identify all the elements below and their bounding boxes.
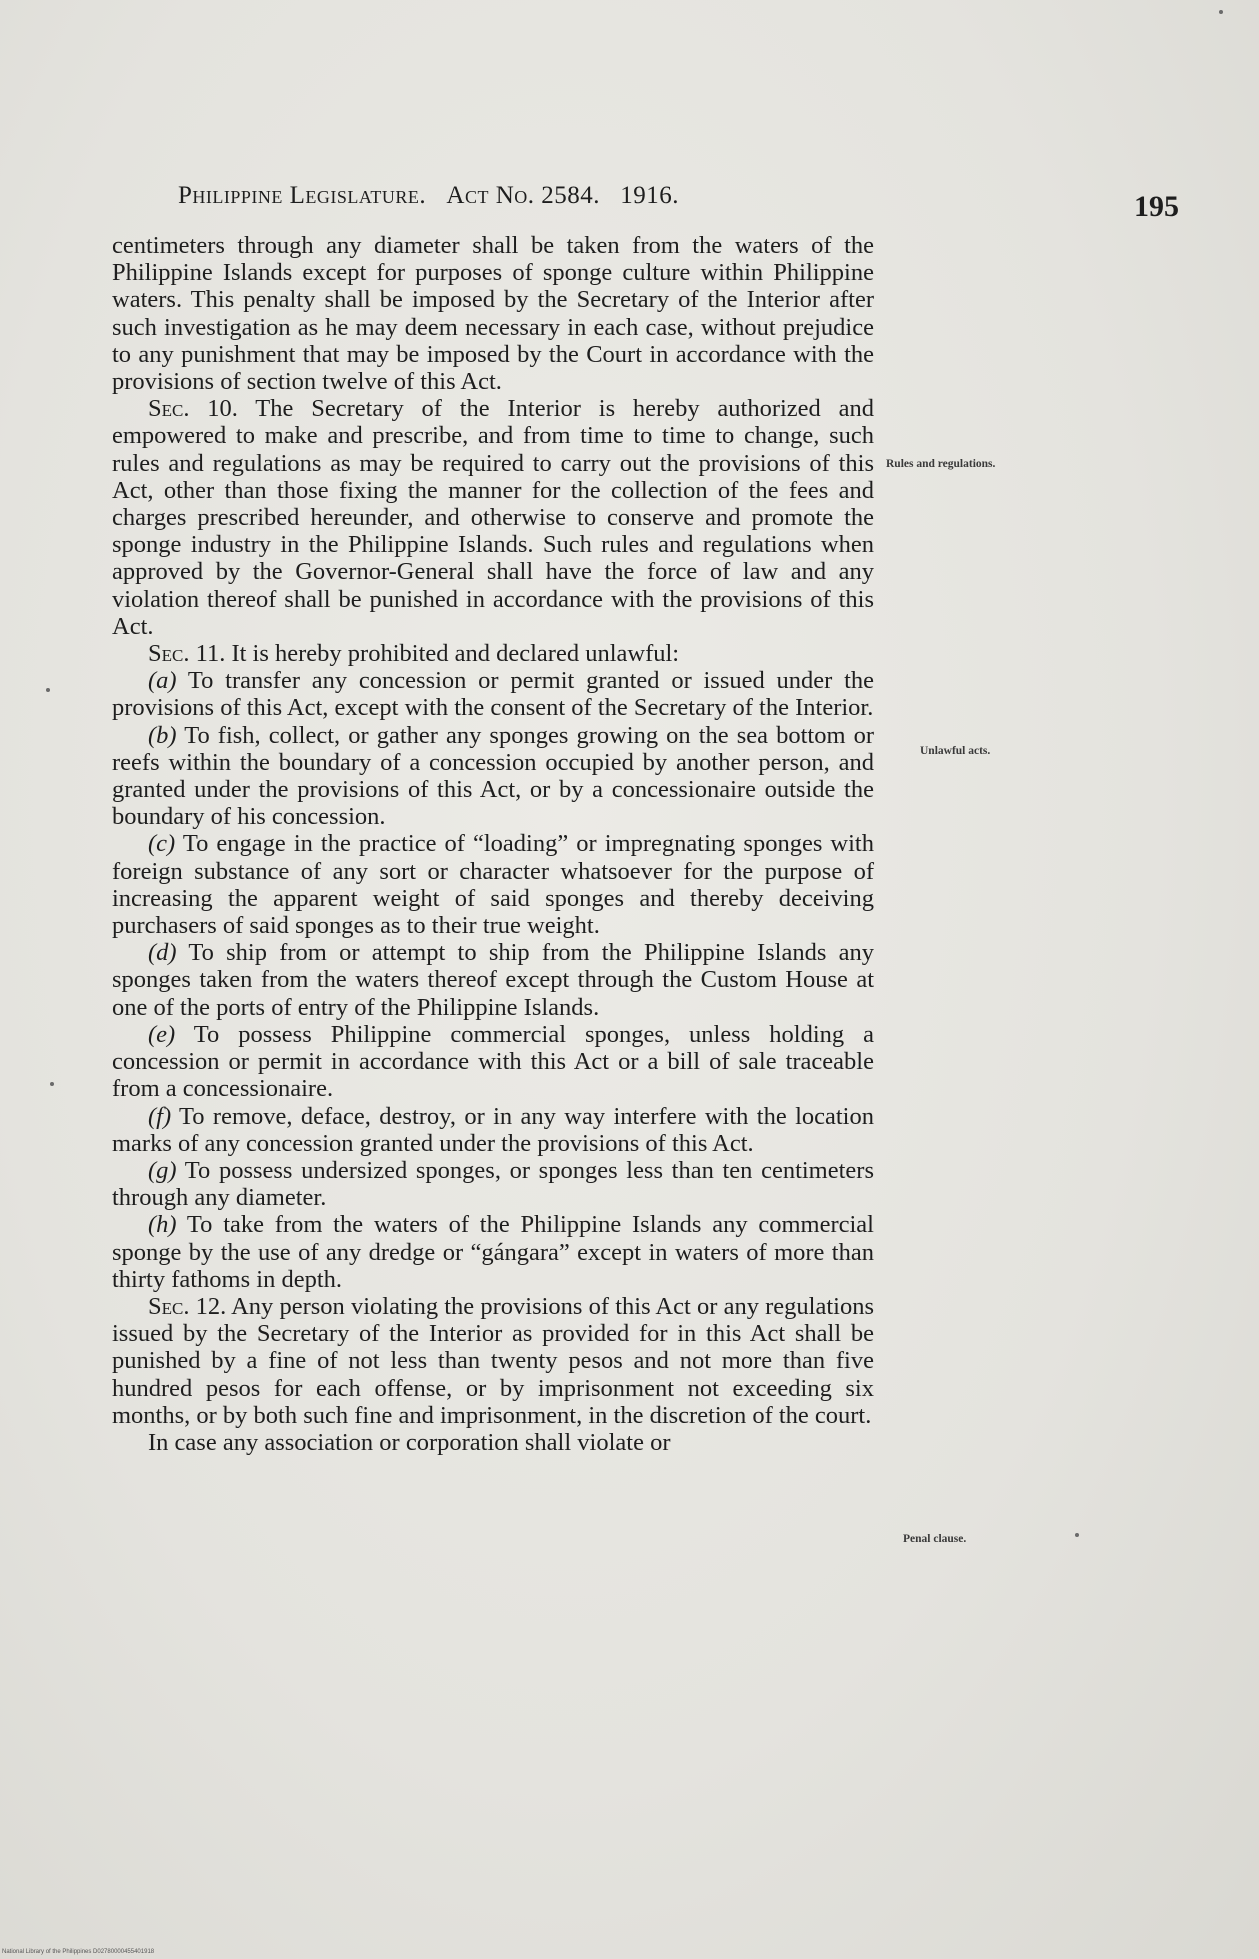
section-number: Sec. 11. [148,640,226,668]
clause-c: (c) To engage in the practice of “loading” or impregnating sponges with foreign substance of any sort or character whatsoever for the purpose of increasing the apparent weight of said sponges and thereby deceiving purchasers of said sponges as to their true weight. [112,830,874,940]
clause-h: (h) To take from the waters of the Philippine Islands any commercial sponge by the use of any dredge or “gángara” except in waters of more than thirty fathoms in depth. [112,1211,874,1293]
margin-note-unlawful: Unlawful acts. [920,745,991,757]
running-title: Philippine Legislature. [178,182,427,209]
clause-g: (g) To possess undersized sponges, or sponges less than ten centimeters through any diameter. [112,1156,874,1212]
margin-note-penal: Penal clause. [903,1533,967,1545]
scan-speck [50,1082,54,1086]
year: 1916. [620,182,680,209]
paragraph: centimeters through any diameter shall be taken from the waters of the Philippine Islands except for purposes of sponge culture within Philippine waters. This penalty shall be imposed by the Secretary of the Interior after such investigation as he may deem necessary in each case, without prejudice to any punishment that may be imposed by the Court in accordance with the provisions of section twelve of this Act. [112,232,874,396]
paragraph-sec-12: Sec. 12. Any person violating the provisions of this Act or any regulations issued by the Secretary of the Interior as provided for in this Act shall be punished by a fine of not less than twenty pesos and not more than five hundred pesos for each offense, or by imprisonment not exceeding six months, or by both such fine and imprisonment, in the discretion of the court. [112,1292,874,1429]
clause-d: (d) To ship from or attempt to ship from the Philippine Islands any sponges taken from the waters thereof except through the Custom House at one of the ports of entry of the Philippine Islands. [112,939,874,1021]
clause-e: (e) To possess Philippine commercial sponges, unless holding a concession or permit in accordance with this Act or a bill of sale traceable from a concessionaire. [112,1020,874,1103]
section-number: Sec. 10. [148,395,238,423]
clause-f: (f) To remove, deface, destroy, or in any way interfere with the location marks of any concession granted under the provisions of this Act. [112,1102,874,1157]
paragraph-sec-10: Sec. 10. The Secretary of the Interior is hereby authorized and empowered to make and prescribe, and from time to time to change, such rules and regulations as may be required to carry out the provisions of this Act, other than those fixing the manner for the collection of the fees and charges prescribed hereunder, and otherwise to conserve and promote the sponge industry in the Philippine Islands. Such rules and regulations when approved by the Governor-General shall have the force of law and any violation thereof shall be punished in accordance with the provisions of this Act. [112,395,874,640]
scan-speck [46,688,50,692]
section-number: Sec. 12. [148,1292,227,1320]
clause-a: (a) To transfer any concession or permit granted or issued under the provisions of this Act, except with the consent of the Secretary of the Interior. [112,667,874,722]
running-header [178,182,1078,210]
body-text [112,232,874,1456]
scan-speck [1075,1533,1079,1537]
scan-footer: National Library of the Philippines D02780000455401918 [2,1949,155,1955]
page-number: 195 [1134,190,1179,223]
clause-b: (b) To fish, collect, or gather any sponges growing on the sea bottom or reefs within the boundary of a concession occupied by another person, and granted under the provisions of this Act, or by a concessionaire outside the boundary of his concession. [112,721,874,831]
paragraph: In case any association or corporation shall violate or [148,1428,671,1456]
margin-note-rules: Rules and regulations. [886,458,996,470]
paragraph-sec-11: Sec. 11. It is hereby prohibited and declared unlawful: [148,640,680,668]
act-number: Act No. 2584. [446,182,601,209]
scan-speck [1219,10,1223,14]
